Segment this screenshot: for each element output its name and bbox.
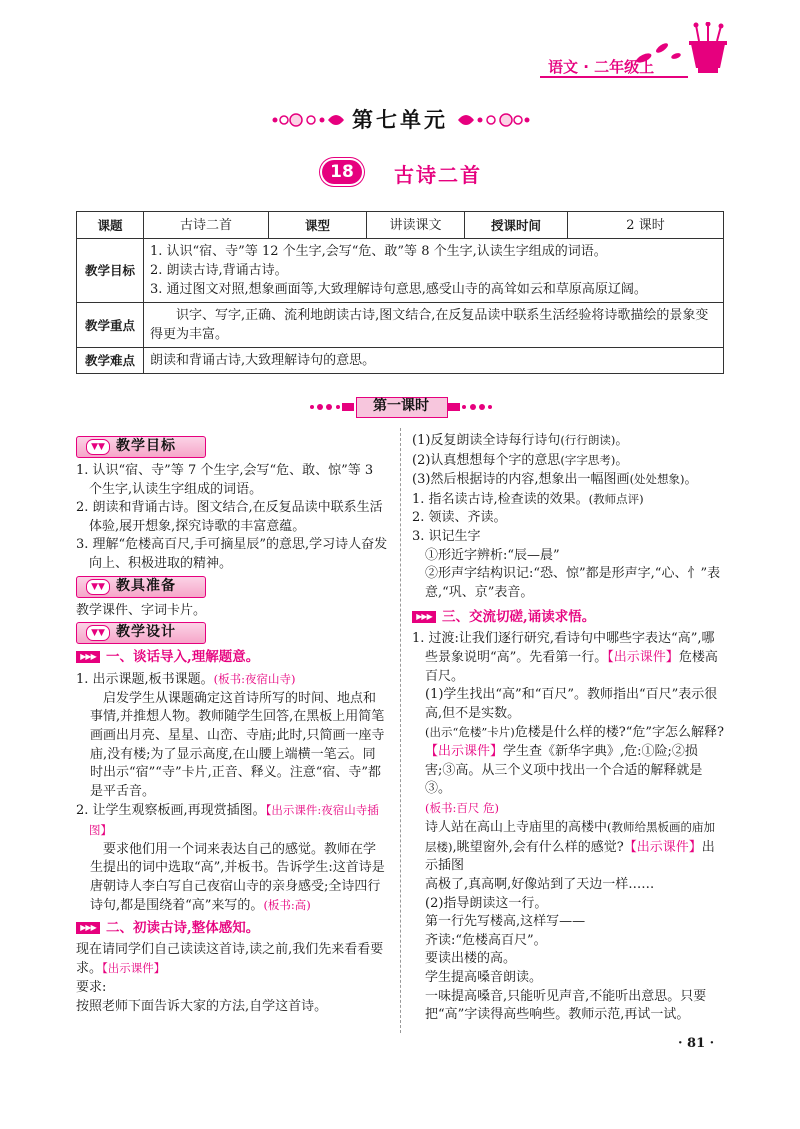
- goal-item: 3. 通过图文对照,想象画面等,大致理解诗句意思,感受山寺的高耸如云和草原高原辽阔。: [150, 282, 647, 297]
- paragraph: (2)指导朗读这一行。: [425, 895, 548, 911]
- goal-item: 2. 朗读古诗,背诵古诗。: [150, 263, 288, 278]
- table-cell: 教学难点: [77, 348, 144, 374]
- board-note: (板书:夜宿山寺): [213, 672, 296, 687]
- note: (字字思考): [560, 452, 616, 467]
- paragraph: [412, 723, 724, 743]
- paragraph: [412, 470, 724, 490]
- lesson-title: 古诗二首: [394, 163, 482, 187]
- paragraph: [412, 818, 724, 876]
- paragraph: [412, 799, 724, 819]
- paragraph: 启发学生从课题确定这首诗所写的时间、地点和事情,并推想人物。教师随学生回答,在黑板上用简笔画画出月亮、星星、山峦、寺庙;此时,只简画一座寺庙,没有楼;为了显示高度,在山腰上端横一笔云。同时出示“宿”“寺”卡片,正音、释义。注意“宿、寺”都是平舌音。: [90, 690, 385, 799]
- table-row: [77, 303, 724, 348]
- triple-arrow-icon: ▶▶▶: [76, 651, 100, 663]
- paragraph: ②形声字结构识记:“恐、惊”都是形声字,“心、忄”表意,“巩、京”表音。: [425, 566, 721, 600]
- paragraph: [412, 431, 724, 451]
- paragraph: 齐读:“危楼高百尺”。: [425, 932, 547, 948]
- section-title: 教具准备: [116, 577, 176, 594]
- text: 现在请同学们自己读读这首诗,读之前,我们先来看看要求。: [76, 941, 384, 977]
- paragraph: [76, 941, 388, 979]
- paragraph: 3. 识记生字: [412, 528, 481, 544]
- text: (2)认真想想每个字的意思: [412, 452, 561, 468]
- board-note: 【出示课件:夜宿山寺插图】: [89, 803, 379, 837]
- table-row: [77, 348, 724, 374]
- text: 1. 出示课题,板书课题。: [76, 672, 214, 688]
- section-ribbon-design: [76, 622, 388, 644]
- step-title: 二、初读古诗,整体感知。: [106, 919, 260, 936]
- note: (教师点评): [588, 491, 644, 506]
- period-banner: [308, 395, 494, 419]
- lesson-info-table: [76, 211, 724, 374]
- text: 要求他们用一个词来表达自己的感觉。教师在学生提出的词中选取“高”,并板书。告诉学生:这首诗是唐朝诗人李白写自己夜宿山寺的亲身感受;全诗四行诗句,都是围绕着“高”来写的。: [90, 841, 385, 914]
- text: 。: [684, 472, 698, 488]
- board-note: 【出示课件】: [102, 961, 166, 976]
- table-cell: 讲读课文: [367, 212, 465, 239]
- paragraph: [412, 743, 724, 799]
- board-note: 【出示课件】: [607, 649, 679, 665]
- paragraph: 第一行先写楼高,这样写——: [425, 914, 586, 930]
- text: ,眺望窗外,会有什么样的感觉?: [452, 839, 624, 855]
- text: 1. 过渡:让我们逐行研究,看诗句中哪些字表达“高”,哪些景象说明“高”。先看第一行。: [412, 631, 715, 665]
- period-title: 第一课时: [373, 398, 429, 414]
- column-divider: [400, 428, 401, 1033]
- section-ribbon-tools: [76, 576, 388, 598]
- goal-item: 1. 认识“宿、寺”等 12 个生字,会写“危、敢”等 8 个生字,认读生字组成的词语。: [150, 244, 607, 259]
- text: 出示插图: [425, 839, 715, 874]
- table-cell: 识字、写字,正确、流利地朗读古诗,图文结合,在反复品读中联系生活经验将诗歌描绘的景象变得更为丰富。: [144, 303, 724, 348]
- paragraph: 要求:: [76, 980, 107, 996]
- paragraph: [76, 670, 388, 690]
- paragraph: 要读出楼的高。: [425, 951, 517, 967]
- paragraph: 2. 领读、齐读。: [412, 510, 507, 526]
- unit-title: 第七单元: [352, 107, 448, 132]
- goal-item: 2. 朗读和背诵古诗。图文结合,在反复品读中联系生活体验,展开想象,探究诗歌的丰富意蕴。: [76, 500, 383, 534]
- period-ornament-right-icon: [448, 400, 494, 414]
- table-cell: 古诗二首: [144, 212, 269, 239]
- note: (处处想象): [629, 472, 685, 487]
- triple-arrow-icon: ▶▶▶: [412, 611, 436, 623]
- note: (教师给黑板画的庙加层楼): [425, 820, 716, 854]
- right-column: [412, 431, 724, 1025]
- chevron-down-icon: ▼▼: [86, 579, 110, 595]
- left-column: [76, 434, 388, 1016]
- text: 学生查《新华字典》,危:①险;②损害;③高。从三个义项中找出一个合适的解释就是③。: [425, 743, 703, 797]
- board-note: 【出示课件】: [425, 743, 504, 759]
- paragraph: 高极了,真高啊,好像站到了天边一样……: [425, 877, 655, 893]
- goal-item: 1. 认识“宿、寺”等 7 个生字,会写“危、敢、惊”等 3 个生字,认读生字组成的词语。: [76, 463, 374, 497]
- text: 危楼高百尺。: [425, 649, 718, 684]
- unit-ornament-left-icon: [270, 108, 350, 132]
- paragraph: 按照老师下面告诉大家的方法,自学这首诗。: [76, 998, 328, 1014]
- triple-arrow-icon: ▶▶▶: [76, 922, 100, 934]
- paragraph: ①形近字辨析:“辰—晨”: [425, 547, 560, 563]
- text: 2. 让学生观察板画,再现赏插图。: [76, 803, 266, 819]
- table-cell: 朗读和背诵古诗,大致理解诗句的意思。: [144, 348, 724, 374]
- flower-pot-icon: [683, 22, 733, 77]
- section-title: 教学目标: [116, 438, 176, 454]
- table-cell: 课型: [269, 212, 367, 239]
- goal-item: 3. 理解“危楼高百尺,手可摘星辰”的意思,学习诗人奋发向上、积极进取的精神。: [76, 537, 388, 571]
- note: (行行朗读): [560, 433, 616, 447]
- table-cell: 教学目标: [77, 239, 144, 303]
- step-heading: [412, 608, 724, 628]
- section-title: 教学设计: [116, 624, 176, 641]
- step-title: 三、交流切磋,诵读求悟。: [442, 609, 596, 626]
- paragraph: [412, 630, 724, 686]
- paragraph: 一味提高嗓音,只能听见声音,不能听出意思。只要把“高”字读得高些响些。教师示范,再试一试。: [425, 988, 707, 1023]
- table-row: [77, 239, 724, 303]
- chevron-down-icon: ▼▼: [86, 625, 110, 641]
- section-ribbon-goals: [76, 436, 388, 458]
- text: (1)反复朗读全诗每行诗句: [412, 433, 561, 448]
- paragraph: [412, 490, 724, 510]
- table-cell: 课题: [77, 212, 144, 239]
- board-note: 【出示课件】: [623, 839, 702, 855]
- page-number: · 81 ·: [678, 1036, 715, 1051]
- unit-ornament-right-icon: [452, 108, 532, 132]
- table-cell: 教学重点: [77, 303, 144, 348]
- subject-grade-label: 语文 · 二年级上: [548, 58, 655, 76]
- step-title: 一、谈话导入,理解题意。: [106, 649, 260, 666]
- header-divider: [540, 76, 688, 78]
- unit-title-banner: [270, 100, 530, 140]
- text: 1. 指名读古诗,检查读的效果。: [412, 491, 589, 507]
- table-row: [77, 212, 724, 239]
- paragraph: 学生提高嗓音朗读。: [425, 970, 543, 986]
- table-cell: 授课时间: [465, 212, 568, 239]
- paragraph: [412, 451, 724, 471]
- board-note: (板书:百尺 危): [425, 800, 500, 815]
- text: 危楼是什么样的楼?“危”字怎么解释?: [514, 725, 724, 741]
- chevron-down-icon: ▼▼: [86, 439, 110, 455]
- paragraph: (1)学生找出“高”和“百尺”。教师指出“百尺”表示很高,但不是实数。: [425, 687, 718, 721]
- text: 诗人站在高山上寺庙里的高楼中: [425, 820, 608, 836]
- board-note: (板书:高): [263, 898, 311, 913]
- text: 。: [615, 433, 629, 448]
- step-heading: [76, 919, 388, 939]
- table-cell: 2 课时: [568, 212, 724, 239]
- paragraph: [76, 801, 388, 840]
- step-heading: [76, 648, 388, 668]
- paragraph: [76, 841, 388, 916]
- note: (出示“危楼”卡片): [425, 725, 515, 740]
- period-ornament-left-icon: [308, 400, 354, 414]
- text: 。: [615, 452, 629, 468]
- tools-text: 教学课件、字词卡片。: [76, 602, 207, 618]
- text: (3)然后根据诗的内容,想象出一幅图画: [412, 472, 630, 488]
- lesson-number-badge: 18: [322, 160, 362, 184]
- table-cell: [144, 239, 724, 303]
